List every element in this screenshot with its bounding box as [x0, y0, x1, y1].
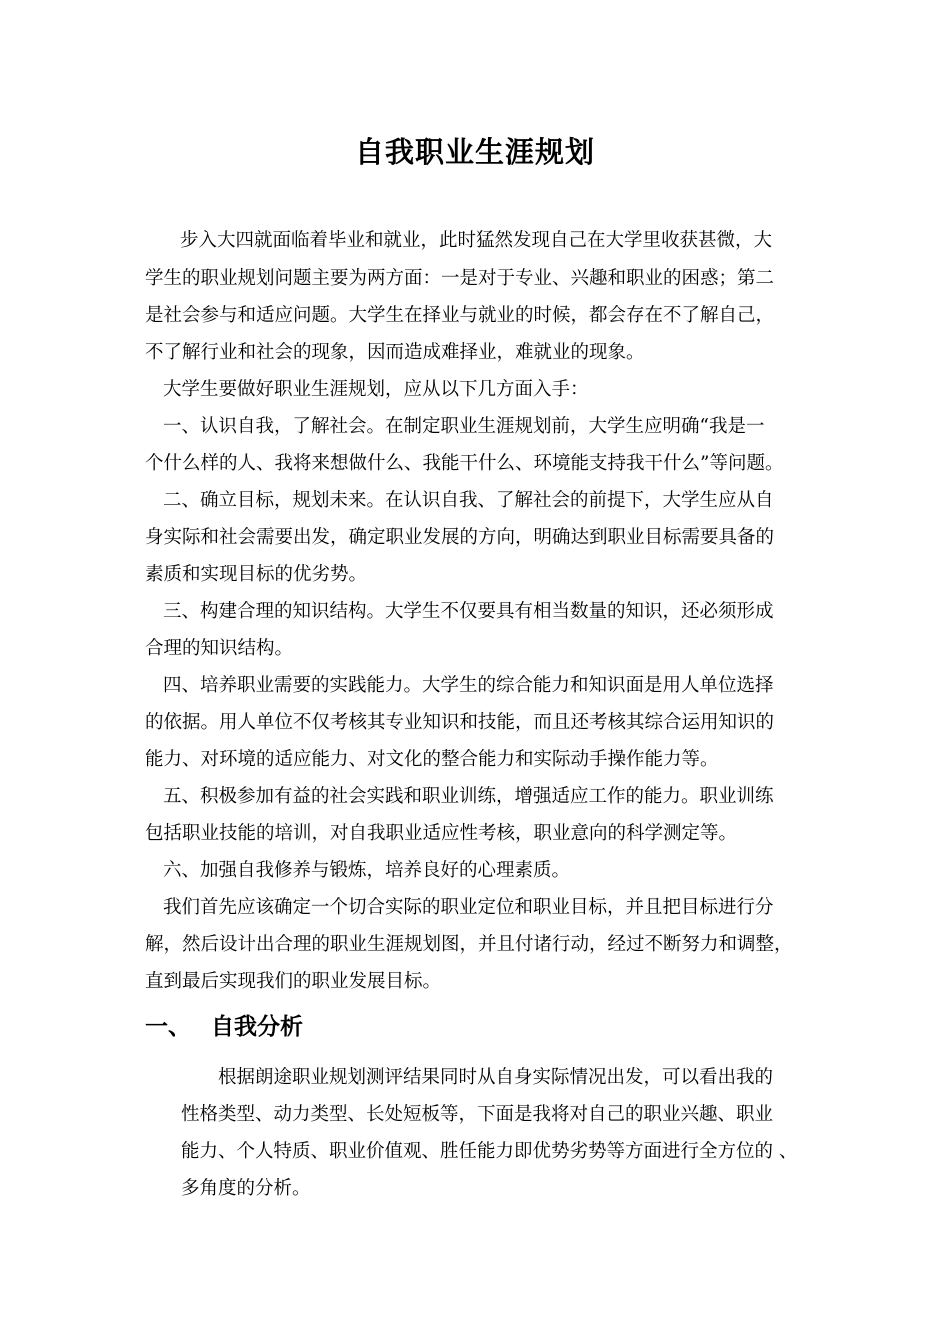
- section-title: 自我分析: [211, 1014, 303, 1040]
- intro-line: 不了解行业和社会的现象，因而造成难择业，难就业的现象。: [145, 342, 645, 363]
- section-heading: [145, 1012, 303, 1042]
- point-line: 的依据。用人单位不仅考核其专业知识和技能，而且还考核其综合运用知识的: [145, 712, 775, 733]
- document-title: 自我职业生涯规划: [354, 135, 595, 169]
- section-body-line: 多角度的分析。: [181, 1178, 311, 1199]
- lead-line: 大学生要做好职业生涯规划，应从以下几方面入手：: [163, 379, 589, 400]
- point-line: 包括职业技能的培训，对自我职业适应性考核，职业意向的科学测定等。: [145, 823, 738, 844]
- point-line: 身实际和社会需要出发，确定职业发展的方向，明确达到职业目标需要具备的: [145, 527, 775, 548]
- point-line: 三、构建合理的知识结构。大学生不仅要具有相当数量的知识，还必须形成: [163, 601, 774, 622]
- point-line: 二、确立目标，规划未来。在认识自我、了解社会的前提下，大学生应从自: [163, 490, 774, 511]
- intro-line: 学生的职业规划问题主要为两方面：一是对于专业、兴趣和职业的困惑；第二: [145, 268, 775, 289]
- section-body-line: 能力、个人特质、职业价值观、胜任能力即优势劣势等方面进行全方位的 、: [181, 1141, 798, 1162]
- intro-line: 步入大四就面临着毕业和就业，此时猛然发现自己在大学里收获甚微，大: [180, 230, 773, 251]
- intro-line: 是社会参与和适应问题。大学生在择业与就业的时候，都会存在不了解自己，: [145, 305, 775, 326]
- point-line: 四、培养职业需要的实践能力。大学生的综合能力和知识面是用人单位选择: [163, 675, 774, 696]
- closing-line: 我们首先应该确定一个切合实际的职业定位和职业目标，并且把目标进行分: [163, 897, 774, 918]
- point-line: 个什么样的人、我将来想做什么、我能干什么、环境能支持我干什么”等问题。: [145, 453, 784, 474]
- point-line: 合理的知识结构。: [145, 638, 294, 659]
- section-body-line: 性格类型、动力类型、长处短板等，下面是我将对自己的职业兴趣、职业: [181, 1104, 774, 1125]
- closing-line: 直到最后实现我们的职业发展目标。: [145, 971, 442, 992]
- point-line: 能力、对环境的适应能力、对文化的整合能力和实际动手操作能力等。: [145, 749, 719, 770]
- section-number: 一、: [145, 1014, 191, 1040]
- point-line: 五、积极参加有益的社会实践和职业训练，增强适应工作的能力。职业训练: [163, 786, 774, 807]
- point-line: 一、认识自我，了解社会。在制定职业生涯规划前，大学生应明确“我是一: [163, 416, 765, 437]
- closing-line: 解，然后设计出合理的职业生涯规划图，并且付诸行动，经过不断努力和调整，: [145, 934, 793, 955]
- point-line: 素质和实现目标的优劣势。: [145, 564, 368, 585]
- point-line: 六、加强自我修养与锻炼，培养良好的心理素质。: [163, 860, 571, 881]
- section-body-line: 根据朗途职业规划测评结果同时从自身实际情况出发，可以看出我的: [218, 1067, 774, 1088]
